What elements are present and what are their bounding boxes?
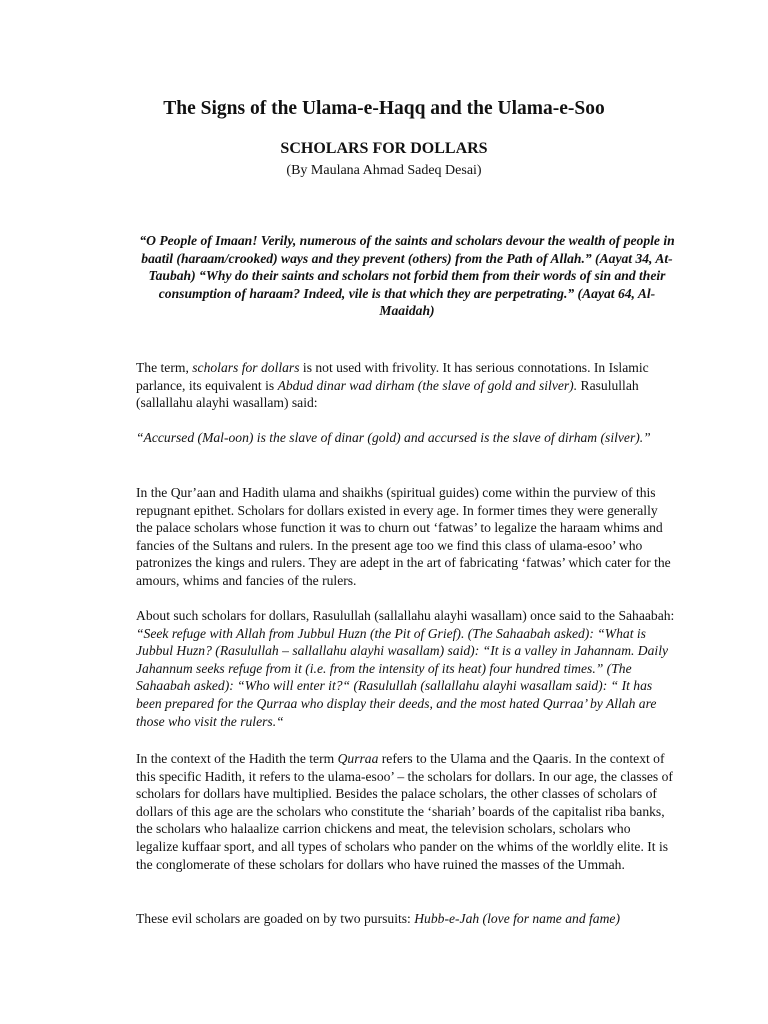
p1-text-c: is not used with frivolity. It has serious connotations. In Islamic parlance, its equivalent is bbox=[136, 360, 649, 393]
p1-italic-equivalent: Abdud dinar wad dirham (the slave of gold and silver). bbox=[277, 377, 578, 393]
p5-text-a: In the context of the Hadith the term bbox=[136, 751, 338, 766]
p4-text-a: About such scholars for dollars, Rasulullah (sallallahu alayhi wasallam) once said to the Sahaabah: bbox=[136, 608, 675, 623]
p1-italic-term: scholars for dollars bbox=[192, 360, 300, 375]
p4-italic-hadith: “Seek refuge with Allah from Jubbul Huzn (the Pit of Grief). (The Sahaabah asked): “What is Jubbul Huzn? (Rasulullah – sallallahu alayhi wasallam) said): “It is a valley in Jahannam. Daily Jahannum seeks refuge from it (i.e. from the intensity of its heat) four hundred times.” (The Sahaabah asked): “Who will enter it?“ (Rasulullah (sallallahu alayhi wasallam said): “ It has been prepared for the Qurraa who display their deeds, and the most hated Qurraa’ by Allah are those who visit the rulers.“ bbox=[136, 625, 669, 729]
p5-italic-qurraa: Qurraa bbox=[337, 751, 379, 766]
paragraph-hadith-quote bbox=[136, 429, 676, 447]
document-subtitle: SCHOLARS FOR DOLLARS bbox=[280, 140, 488, 157]
paragraph-two-pursuits bbox=[136, 910, 676, 928]
p6-italic-hubb-e-jah: Hubb-e-Jah (love for name and fame) bbox=[414, 911, 620, 926]
p1-text-e: Rasulullah (sallallahu alayhi wasallam) said: bbox=[136, 377, 639, 411]
document-title: The Signs of the Ulama-e-Haqq and the Ulama-e-Soo bbox=[163, 98, 605, 119]
paragraph-scholars-for-dollars bbox=[136, 359, 676, 412]
p5-text-c: refers to the Ulama and the Qaaris. In the context of this specific Hadith, it refers to the ulama-esoo’ – the scholars for dollars. In our age, the classes of scholars for dollars have multiplied. Besides the palace scholars, the other classes of scholars of dollars of this age are the scholars who constitute the ‘shariah’ boards of the capitalist riba banks, the scholars who halaalize carrion chickens and meat, the television scholars, scholars who legalize kuffaar sport, and all types of scholars who pander on the whims of the worldly elite. It is the conglomerate of these scholars for dollars who have ruined the masses of the Ummah. bbox=[136, 751, 673, 872]
hadith-quote-text: “Accursed (Mal-oon) is the slave of dinar (gold) and accursed is the slave of dirham (silver).” bbox=[136, 430, 651, 445]
paragraph-jubbul-huzn bbox=[136, 607, 676, 730]
author-byline: (By Maulana Ahmad Sadeq Desai) bbox=[286, 163, 482, 178]
paragraph-palace-scholars: In the Qur’aan and Hadith ulama and shaikhs (spiritual guides) come within the purview of this repugnant epithet. Scholars for dollars existed in every age. In former times they were generally the palace scholars whose function it was to churn out ‘fatwas’ to legalize the haraam whims and fancies of the Sultans and rulers. In the present age too we find this class of ulama-esoo’ who patronizes the kings and rulers. They are adept in the art of fabricating ‘fatwas’ which cater for the amours, whims and fancies of the rulers. bbox=[136, 485, 671, 588]
paragraph-qurraa-context bbox=[136, 750, 676, 873]
p1-text-a: The term, bbox=[136, 360, 193, 375]
quran-epigraph: “O People of Imaan! Verily, numerous of the saints and scholars devour the wealth of people in baatil (haraam/crooked) ways and they prevent (others) from the Path of Allah.” (Aayat 34, At- Taubah) “Why do their saints and scholars not forbid them from their words of sin and their consumption of haraam? Indeed, vile is that which they are perpetrating.” (Aayat 64, Al-Maaidah) bbox=[139, 233, 675, 319]
p6-text-a: These evil scholars are goaded on by two pursuits: bbox=[136, 911, 415, 926]
